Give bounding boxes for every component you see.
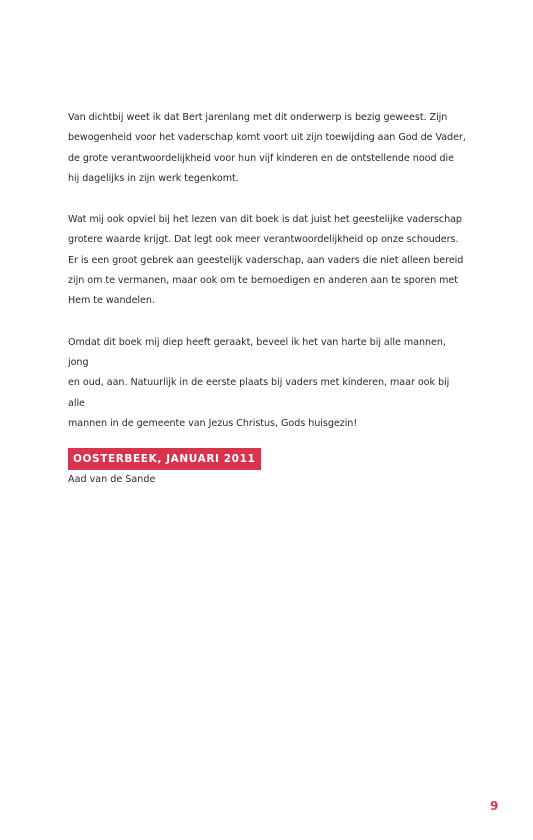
- signature-block: [68, 446, 468, 488]
- foreword-text: [68, 108, 468, 488]
- place-date-label: OOSTERBEEK, JANUARI 2011: [68, 448, 261, 470]
- author-name: Aad van de Sande: [68, 474, 156, 486]
- page-number: 9: [490, 799, 499, 813]
- paragraph-2: Wat mij ook opviel bij het lezen van dit boek is dat juist het geestelijke vaderschap grotere waarde krijgt. Dat legt ook meer verantwoordelijkheid op onze schouders. Er is een groot gebrek aan geestelijk vaderschap, aan vaders die niet alleen bereid zijn om te vermanen, maar ook om te bemoedigen en anderen aan te sporen met Hem te wandelen.: [68, 214, 464, 307]
- paragraph-1: Van dichtbij weet ik dat Bert jarenlang met dit onderwerp is bezig geweest. Zijn bewogenheid voor het vaderschap komt voort uit zijn toewijding aan God de Vader, de grote verantwoordelijkheid voor hun vijf kinderen en de ontstellende nood die hij dagelijks in zijn werk tegenkomt.: [68, 112, 466, 184]
- paragraph-3: Omdat dit boek mij diep heeft geraakt, beveel ik het van harte bij alle mannen, jong en oud, aan. Natuurlijk in de eerste plaats bij vaders met kinderen, maar ook bij alle mannen in de gemeente van Jezus Christus, Gods huisgezin!: [68, 336, 450, 429]
